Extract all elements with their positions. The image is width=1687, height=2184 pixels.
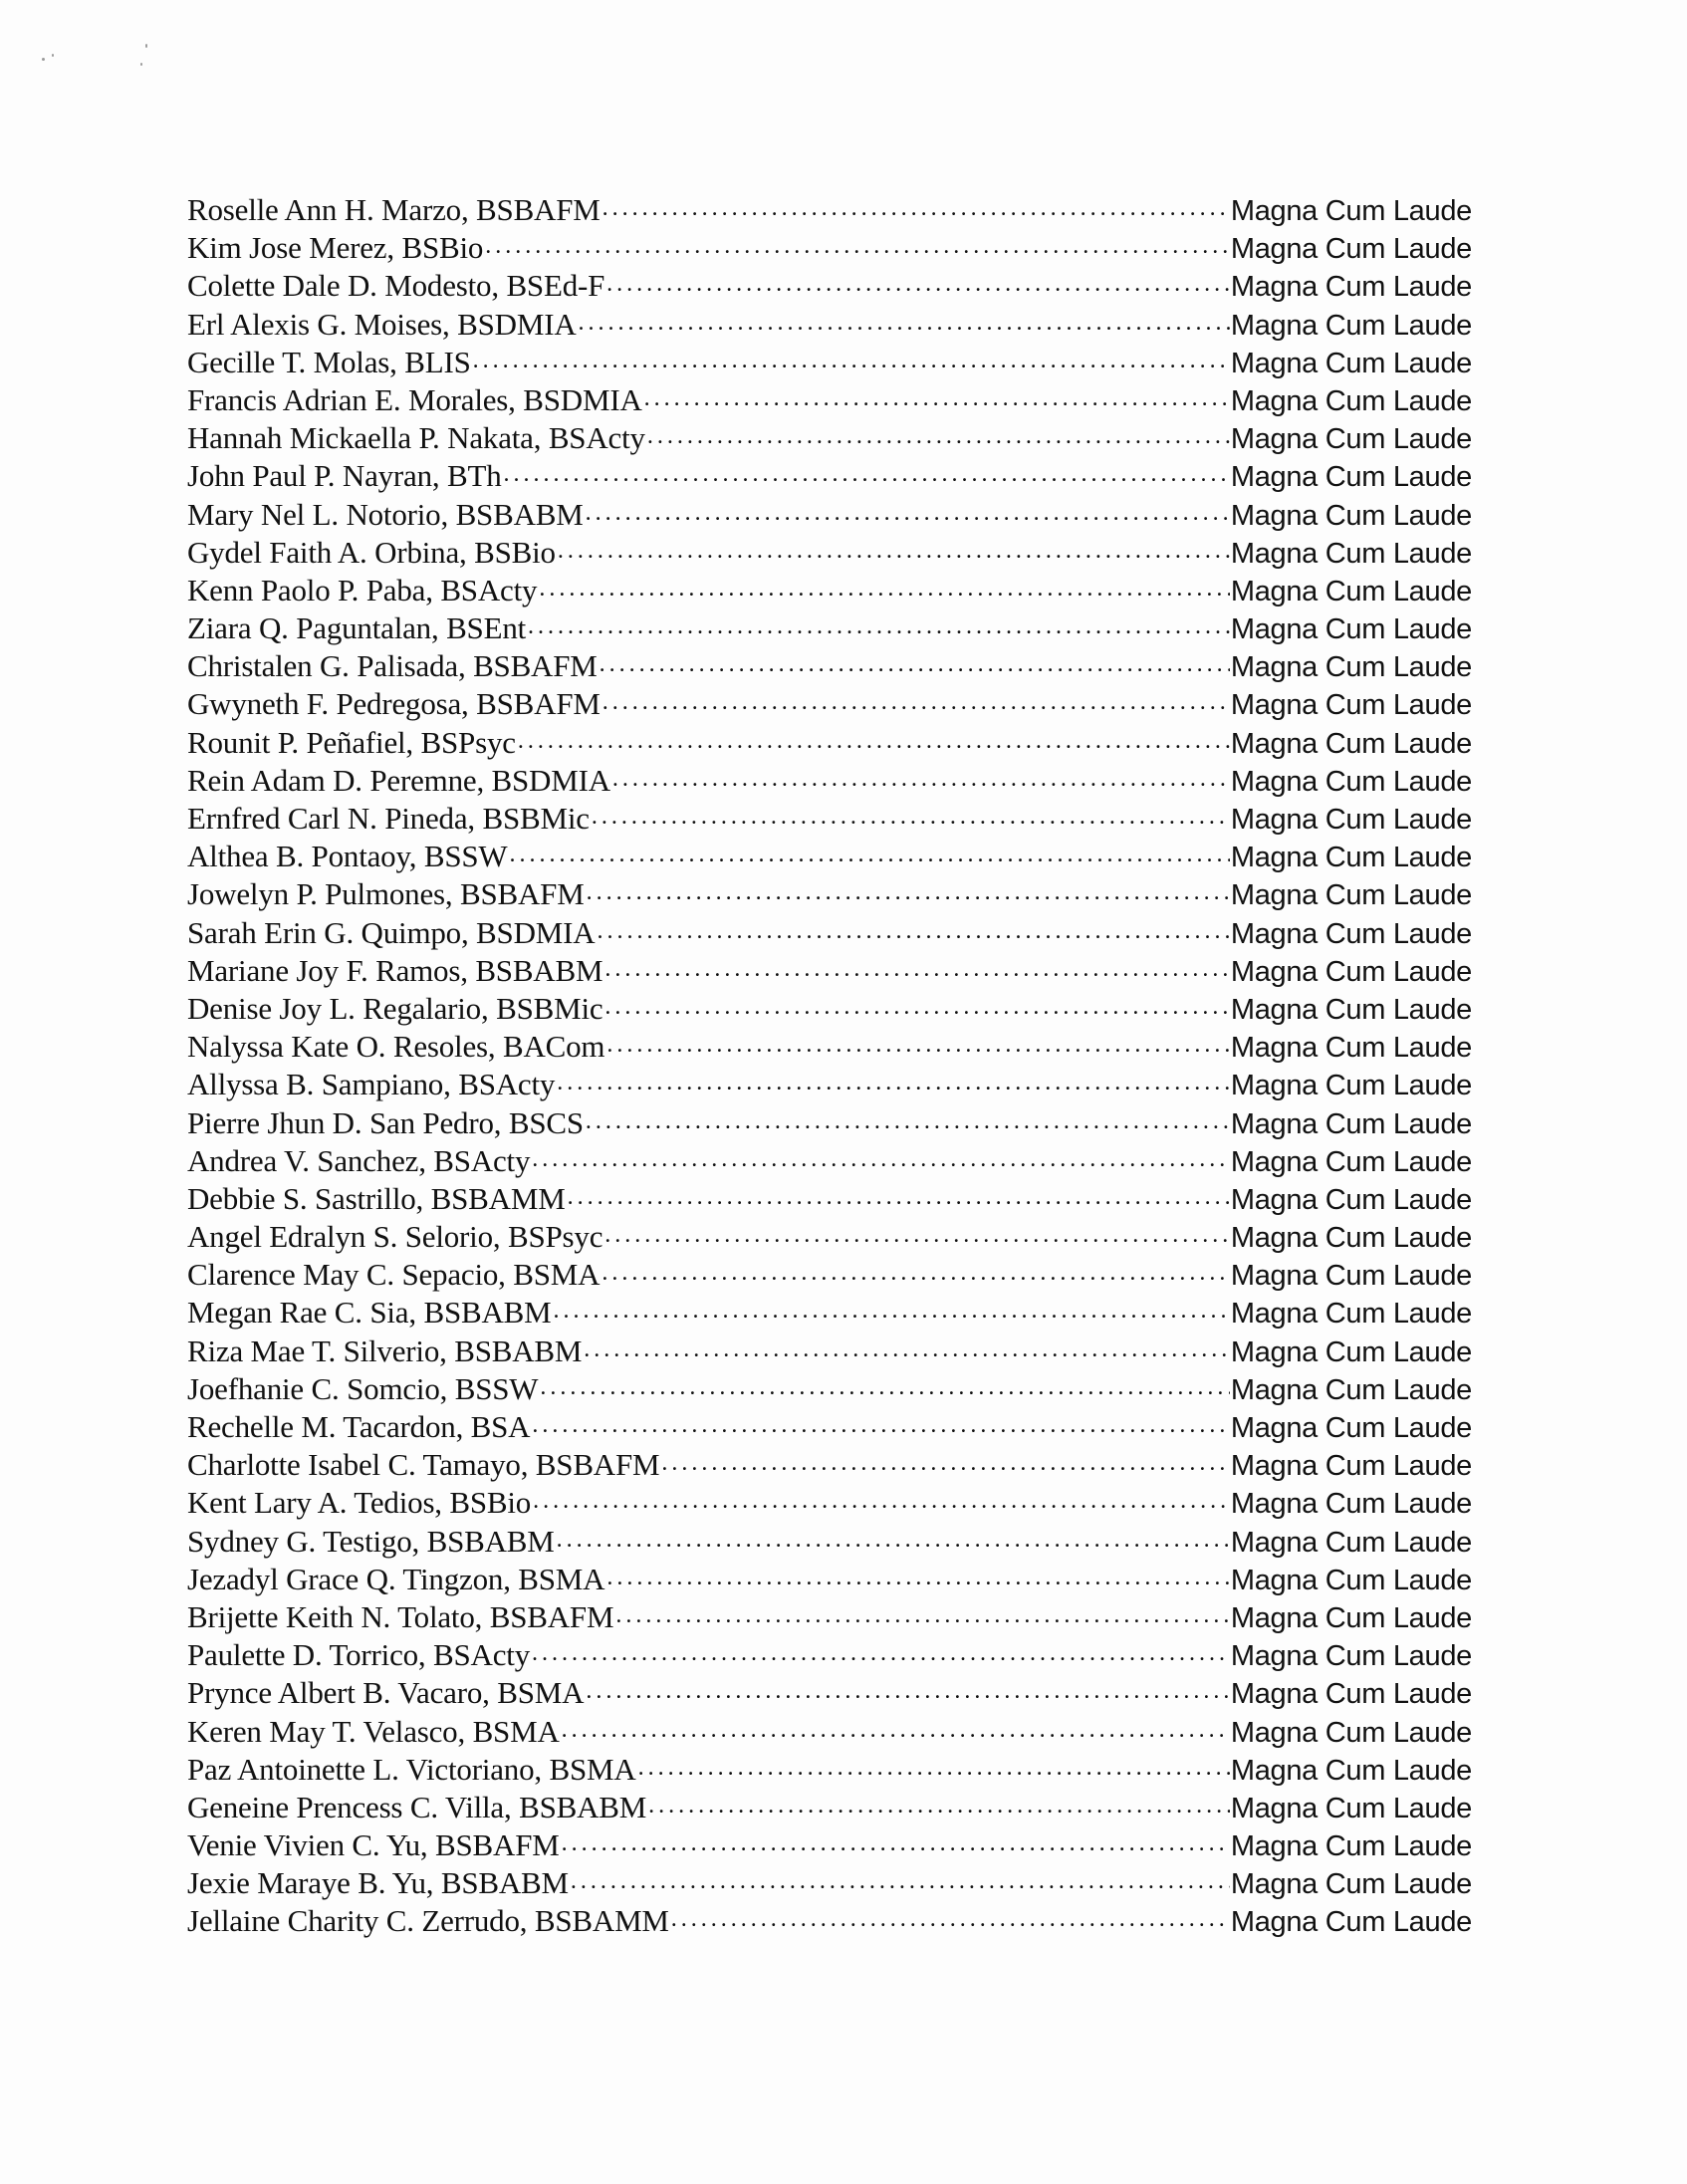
dot-leader (612, 760, 1230, 791)
dot-leader (562, 1824, 1230, 1855)
honor-entry (187, 1521, 1472, 1559)
dot-leader (532, 1406, 1229, 1437)
honor-entry (187, 1178, 1472, 1216)
dot-leader (557, 1521, 1230, 1552)
scan-speck (52, 54, 54, 57)
honor-title: Magna Cum Laude (1230, 233, 1472, 266)
graduate-name: Rounit P. Peñafiel, BSPsyc (187, 724, 516, 760)
honor-title: Magna Cum Laude (1230, 1070, 1472, 1102)
graduate-name: Gecille T. Molas, BLIS (187, 344, 471, 379)
honor-title: Magna Cum Laude (1230, 537, 1472, 570)
honor-title: Magna Cum Laude (1230, 1260, 1472, 1293)
dot-leader (571, 1862, 1230, 1893)
honor-entry (187, 1254, 1472, 1292)
honor-title: Magna Cum Laude (1230, 1183, 1472, 1216)
graduate-name: Pierre Jhun D. San Pedro, BSCS (187, 1104, 584, 1140)
honor-entry (187, 1216, 1472, 1254)
graduate-name: Jellaine Charity C. Zerrudo, BSBAMM (187, 1903, 669, 1939)
honor-entry (187, 798, 1472, 836)
honor-title: Magna Cum Laude (1230, 1601, 1472, 1634)
honor-entry (187, 494, 1472, 532)
honor-entry (187, 1634, 1472, 1672)
honor-entry (187, 1596, 1472, 1634)
honor-title: Magna Cum Laude (1230, 461, 1472, 494)
graduate-name: Angel Edralyn S. Selorio, BSPsyc (187, 1219, 603, 1255)
honor-entry (187, 1482, 1472, 1520)
honor-title: Magna Cum Laude (1230, 1145, 1472, 1178)
honor-entry (187, 1140, 1472, 1178)
graduate-name: Sarah Erin G. Quimpo, BSDMIA (187, 914, 596, 950)
dot-leader (473, 342, 1230, 372)
honor-entry (187, 1787, 1472, 1824)
honor-entry (187, 1331, 1472, 1368)
honor-title: Magna Cum Laude (1230, 499, 1472, 532)
dot-leader (539, 570, 1230, 601)
honor-entry (187, 1444, 1472, 1482)
graduate-name: Kent Lary A. Tedios, BSBio (187, 1485, 532, 1521)
dot-leader (671, 1900, 1230, 1931)
graduate-name: Sydney G. Testigo, BSBABM (187, 1523, 555, 1559)
graduate-name: Paz Antoinette L. Victoriano, BSMA (187, 1751, 636, 1787)
graduate-name: Nalyssa Kate O. Resoles, BACom (187, 1029, 605, 1065)
honor-entry (187, 1711, 1472, 1749)
dot-leader (509, 836, 1229, 866)
honor-title: Magna Cum Laude (1230, 804, 1472, 836)
honor-entry (187, 1406, 1472, 1444)
honor-entry (187, 379, 1472, 417)
dot-leader (568, 1178, 1230, 1209)
honor-entry (187, 873, 1472, 911)
honor-entry (187, 1026, 1472, 1064)
dot-leader (528, 607, 1230, 638)
graduate-name: Riza Mae T. Silverio, BSBABM (187, 1333, 583, 1368)
graduate-name: Venie Vivien C. Yu, BSBAFM (187, 1827, 560, 1863)
dot-leader (584, 1331, 1230, 1361)
dot-leader (604, 950, 1230, 981)
honor-title: Magna Cum Laude (1230, 1526, 1472, 1559)
honor-title: Magna Cum Laude (1230, 347, 1472, 379)
honor-list (187, 189, 1472, 1939)
graduate-name: Megan Rae C. Sia, BSBABM (187, 1295, 552, 1331)
dot-leader (606, 1026, 1230, 1057)
honor-entry (187, 1900, 1472, 1938)
graduate-name: Mariane Joy F. Ramos, BSBABM (187, 952, 603, 988)
honor-entry (187, 1862, 1472, 1900)
dot-leader (532, 1140, 1230, 1171)
honor-entry (187, 1368, 1472, 1406)
dot-leader (504, 455, 1230, 486)
honor-entry (187, 1672, 1472, 1710)
honor-entry (187, 342, 1472, 379)
dot-leader (586, 1672, 1230, 1703)
graduate-name: Jezadyl Grace Q. Tingzon, BSMA (187, 1561, 605, 1596)
graduate-name: Debbie S. Sastrillo, BSBAMM (187, 1180, 566, 1216)
dot-leader (592, 798, 1230, 829)
honor-title: Magna Cum Laude (1230, 1564, 1472, 1596)
honor-title: Magna Cum Laude (1230, 1032, 1472, 1065)
honor-title: Magna Cum Laude (1230, 1792, 1472, 1824)
honor-entry (187, 722, 1472, 760)
dot-leader (644, 379, 1230, 410)
graduate-name: Keren May T. Velasco, BSMA (187, 1713, 560, 1749)
honor-title: Magna Cum Laude (1230, 879, 1472, 912)
dot-leader (587, 873, 1230, 904)
dot-leader (602, 189, 1230, 220)
honor-title: Magna Cum Laude (1230, 651, 1472, 684)
honor-entry (187, 1749, 1472, 1787)
honor-entry (187, 760, 1472, 798)
honor-title: Magna Cum Laude (1230, 1373, 1472, 1406)
graduate-name: Colette Dale D. Modesto, BSEd-F (187, 268, 605, 304)
honor-title: Magna Cum Laude (1230, 1412, 1472, 1444)
honor-title: Magna Cum Laude (1230, 1640, 1472, 1673)
honor-entry (187, 1824, 1472, 1862)
graduate-name: Jowelyn P. Pulmones, BSBAFM (187, 876, 585, 912)
honor-title: Magna Cum Laude (1230, 1868, 1472, 1901)
honor-entry (187, 988, 1472, 1026)
graduate-name: Hannah Mickaella P. Nakata, BSActy (187, 420, 645, 456)
dot-leader (638, 1749, 1230, 1780)
honor-entry (187, 1292, 1472, 1330)
graduate-name: Gwyneth F. Pedregosa, BSBAFM (187, 686, 601, 722)
dot-leader (606, 265, 1230, 296)
honor-entry (187, 304, 1472, 342)
dot-leader (557, 1064, 1230, 1094)
graduate-name: Jexie Maraye B. Yu, BSBABM (187, 1865, 569, 1901)
dot-leader (648, 1787, 1230, 1818)
honor-title: Magna Cum Laude (1230, 1222, 1472, 1255)
honor-title: Magna Cum Laude (1230, 271, 1472, 304)
honor-entry (187, 645, 1472, 683)
honor-title: Magna Cum Laude (1230, 689, 1472, 722)
honor-title: Magna Cum Laude (1230, 1716, 1472, 1749)
honor-title: Magna Cum Laude (1230, 423, 1472, 456)
graduate-name: Erl Alexis G. Moises, BSDMIA (187, 306, 577, 342)
honor-title: Magna Cum Laude (1230, 1754, 1472, 1787)
graduate-name: Rein Adam D. Peremne, BSDMIA (187, 762, 610, 798)
dot-leader (602, 1254, 1229, 1285)
dot-leader (562, 1711, 1230, 1742)
honor-title: Magna Cum Laude (1230, 575, 1472, 607)
honor-entry (187, 607, 1472, 645)
graduate-name: Denise Joy L. Regalario, BSBMic (187, 990, 603, 1026)
graduate-name: Charlotte Isabel C. Tamayo, BSBAFM (187, 1447, 660, 1483)
honor-entry (187, 455, 1472, 493)
dot-leader (579, 304, 1230, 335)
honor-title: Magna Cum Laude (1230, 1107, 1472, 1140)
graduate-name: Ziara Q. Paguntalan, BSEnt (187, 610, 527, 646)
dot-leader (615, 1596, 1230, 1627)
dot-leader (647, 417, 1230, 448)
honor-entry (187, 1559, 1472, 1596)
honor-entry (187, 1102, 1472, 1140)
graduate-name: Brijette Keith N. Tolato, BSBAFM (187, 1598, 614, 1634)
dot-leader (661, 1444, 1229, 1475)
graduate-name: Kim Jose Merez, BSBio (187, 230, 484, 266)
dot-leader (532, 1634, 1230, 1665)
graduate-name: Prynce Albert B. Vacaro, BSMA (187, 1675, 585, 1711)
dot-leader (485, 227, 1230, 258)
honor-title: Magna Cum Laude (1230, 1906, 1472, 1939)
graduate-name: Geneine Prencess C. Villa, BSBABM (187, 1789, 647, 1824)
honor-entry (187, 570, 1472, 607)
honor-title: Magna Cum Laude (1230, 309, 1472, 342)
honor-title: Magna Cum Laude (1230, 195, 1472, 227)
honor-title: Magna Cum Laude (1230, 1488, 1472, 1521)
graduate-name: John Paul P. Nayran, BTh (187, 458, 502, 494)
honor-entry (187, 1064, 1472, 1101)
honor-entry (187, 227, 1472, 265)
graduate-name: Christalen G. Palisada, BSBAFM (187, 648, 598, 684)
honor-title: Magna Cum Laude (1230, 727, 1472, 760)
dot-leader (586, 494, 1230, 525)
honor-title: Magna Cum Laude (1230, 917, 1472, 950)
honor-entry (187, 836, 1472, 873)
honor-title: Magna Cum Laude (1230, 384, 1472, 417)
dot-leader (604, 988, 1229, 1019)
graduate-name: Kenn Paolo P. Paba, BSActy (187, 572, 538, 607)
dot-leader (533, 1482, 1230, 1513)
graduate-name: Roselle Ann H. Marzo, BSBAFM (187, 192, 601, 227)
honor-title: Magna Cum Laude (1230, 613, 1472, 646)
dot-leader (604, 1216, 1230, 1247)
scan-speck (145, 44, 147, 48)
honor-entry (187, 417, 1472, 455)
graduate-name: Gydel Faith A. Orbina, BSBio (187, 534, 556, 570)
honor-title: Magna Cum Laude (1230, 993, 1472, 1026)
graduate-name: Clarence May C. Sepacio, BSMA (187, 1257, 601, 1293)
dot-leader (554, 1292, 1230, 1323)
honor-title: Magna Cum Laude (1230, 1298, 1472, 1331)
graduate-name: Paulette D. Torrico, BSActy (187, 1637, 531, 1673)
dot-leader (597, 912, 1229, 943)
graduate-name: Rechelle M. Tacardon, BSA (187, 1409, 531, 1444)
honor-entry (187, 189, 1472, 227)
honor-entry (187, 950, 1472, 988)
honor-title: Magna Cum Laude (1230, 765, 1472, 798)
dot-leader (586, 1102, 1230, 1133)
dot-leader (540, 1368, 1229, 1399)
graduate-name: Francis Adrian E. Morales, BSDMIA (187, 381, 642, 417)
graduate-name: Ernfred Carl N. Pineda, BSBMic (187, 801, 590, 836)
honor-entry (187, 265, 1472, 303)
honor-title: Magna Cum Laude (1230, 842, 1472, 874)
dot-leader (606, 1559, 1229, 1589)
honor-title: Magna Cum Laude (1230, 955, 1472, 988)
graduate-name: Mary Nel L. Notorio, BSBABM (187, 496, 584, 532)
graduate-name: Althea B. Pontaoy, BSSW (187, 839, 508, 874)
honor-title: Magna Cum Laude (1230, 1335, 1472, 1368)
graduate-name: Andrea V. Sanchez, BSActy (187, 1142, 531, 1178)
dot-leader (600, 645, 1230, 676)
graduate-name: Joefhanie C. Somcio, BSSW (187, 1370, 539, 1406)
honor-title: Magna Cum Laude (1230, 1678, 1472, 1711)
honor-entry (187, 683, 1472, 721)
dot-leader (558, 532, 1230, 563)
graduate-name: Allyssa B. Sampiano, BSActy (187, 1067, 556, 1102)
honor-title: Magna Cum Laude (1230, 1830, 1472, 1863)
dot-leader (518, 722, 1230, 753)
dot-leader (602, 683, 1230, 714)
honor-entry (187, 912, 1472, 950)
honor-title: Magna Cum Laude (1230, 1450, 1472, 1483)
honor-entry (187, 532, 1472, 570)
scan-speck (42, 58, 45, 61)
scan-speck (140, 63, 142, 66)
